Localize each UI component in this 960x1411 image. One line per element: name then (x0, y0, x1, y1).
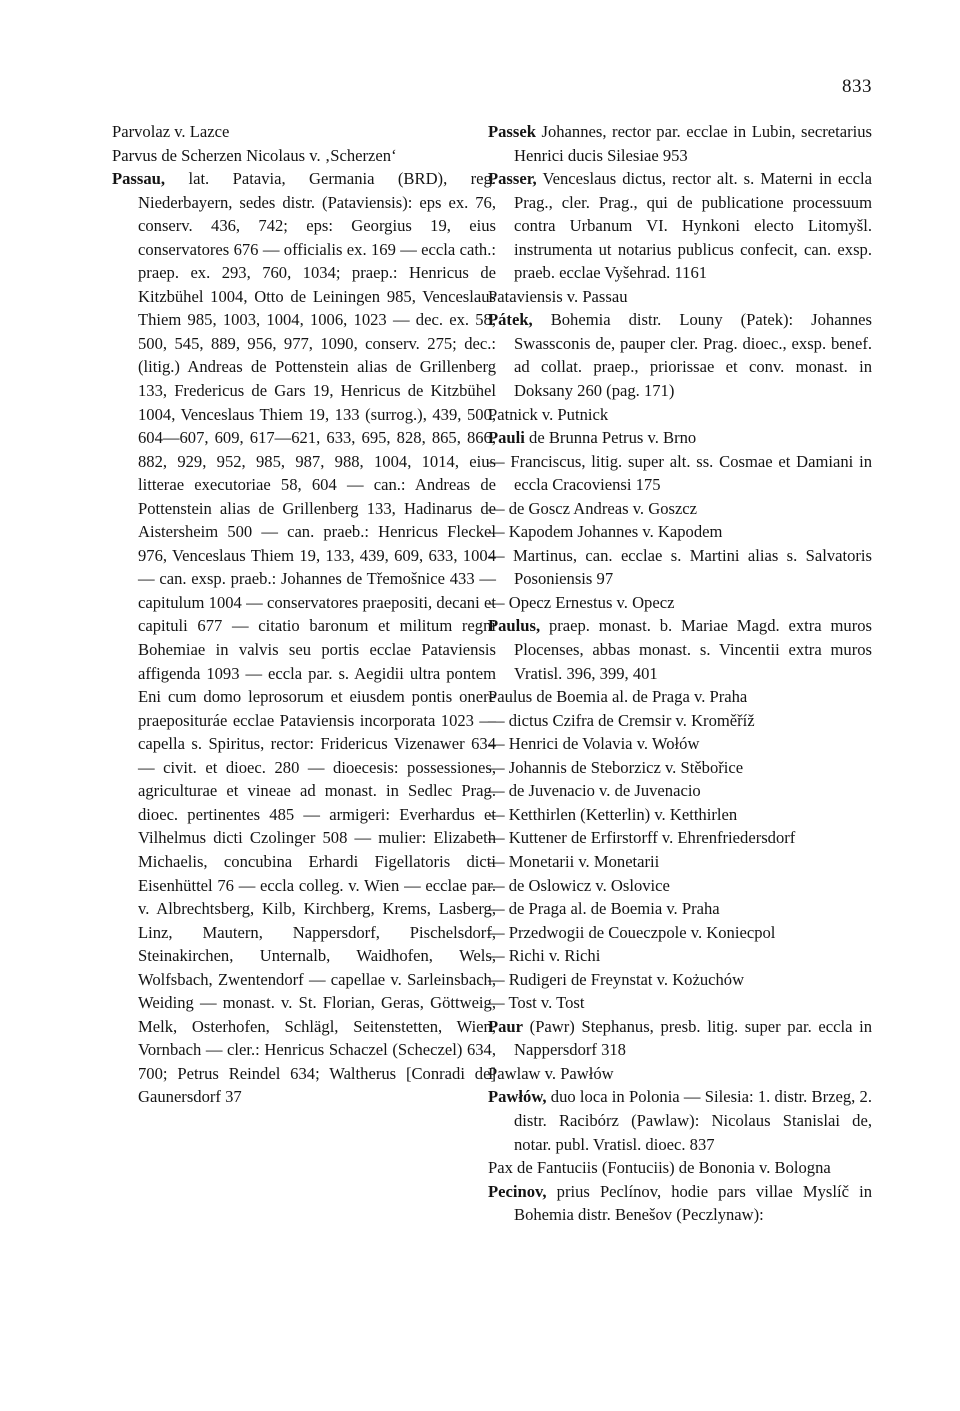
index-entry: Paulus, praep. monast. b. Mariae Magd. extra muros Plocenses, abbas monast. s. Vincentii extra muros Vratisl. 396, 399, 401 (488, 616, 872, 683)
index-entry: Passek Johannes, rector par. ecclae in Lubin, secretarius Henrici ducis Silesiae 953 (488, 122, 872, 165)
index-subentry: — de Praga al. de Boemia v. Praha (488, 899, 720, 919)
index-subentry: — de Juvenacio v. de Juvenacio (488, 781, 701, 801)
right-column (488, 120, 872, 1227)
index-entry: Parvolaz v. Lazce (112, 122, 230, 141)
index-entry: Pecinov, prius Peclínov, hodie pars villae Myslíč in Bohemia distr. Benešov (Peczlynaw): (488, 1181, 872, 1225)
index-entry: Pátek, Bohemia distr. Louny (Patek): Johannes Swassconis de, pauper cler. Prag. dioec., exsp. benef. ad collat. praep., priorissae et conv. monast. in Doksany 260 (pag. 171) (488, 310, 872, 401)
index-entry: Pataviensis v. Passau (488, 286, 628, 306)
index-subentry: — Martinus, can. ecclae s. Martini alias s. Salvatoris Posoniensis 97 (488, 545, 872, 589)
index-entry: Paulus de Boemia al. de Praga v. Praha (488, 687, 748, 707)
index-entry: Pawłów, duo loca in Polonia — Silesia: 1. distr. Brzeg, 2. distr. Racibórz (Pawlaw): Nicolaus Stanislai de, notar. publ. Vratisl. dioec. 837 (488, 1087, 872, 1154)
index-subentry: — Ketthirlen (Ketterlin) v. Ketthirlen (488, 804, 738, 824)
index-subentry: — Rudigeri de Freynstat v. Kożuchów (488, 969, 745, 989)
index-subentry: — Przedwogii de Coueczpole v. Koniecpol (488, 922, 776, 942)
index-entry-passau: Passau, lat. Patavia, Germania (BRD), reg. Niederbayern, sedes distr. (Pataviensis): eps ex. 76, conserv. 436, 742; eps: Georgius 19, eius conservatores 676 — officialis ex. 169 — eccla cath.: praep. ex. 293, 760, 1034; praep.: Henricus de Kitzbühel 1004, Otto de Leiningen 985, Venceslaus Thiem 985, 1003, 1004, 1006, 1023 — dec. ex. 58, 500, 545, 889, 956, 977, 1090, conserv. 275; dec.: (litig.) Andreas de Pottenstein alias de Grillenberg 133, Fredericus de Gars 19, Henricus de Kitzbühel 1004, Venceslaus Thiem 19, 133 (surrog.), 439, 500, 604—607, 609, 617—621, 633, 695, 828, 865, 866, 882, 929, 952, 985, 987, 988, 1004, 1014, eius litterae executoriae 58, 604 — can.: Andreas de Pottenstein alias de Grillenberg 133, Hadinarus de Aistersheim 500 — can. praeb.: Henricus Fleckel 976, Venceslaus Thiem 19, 133, 439, 609, 633, 1004 — can. exsp. praeb.: Johannes de Třemošnice 433 — capitulum 1004 — conservatores praepositi, decani et capituli 677 — citatio baronum et militum regni Bohemiae in valvis seu portis ecclae Pataviensis affigenda 1093 — eccla par. s. Aegidii ultra pontem Eni cum domo leprosorum et eiusdem pontis onere praeposituráe ecclae Pataviensis incorporata 1023 — capella s. Spiritus, rector: Fridericus Vizenawer 634 — civit. et dioec. 280 — dioecesis: possessiones, agriculturae et vineae ad monast. in Sedlec Prag. dioec. pertinentes 485 — armigeri: Everhardus et Vilhelmus dicti Czolinger 508 — mulier: Elizabeth Michaelis, concubina Erhardi Figellatoris dicti Eisenhüttel 76 — eccla colleg. v. Wien — ecclae par. v. Albrechtsberg, Kilb, Kirchberg, Krems, Lasberg, Linz, Mautern, Nappersdorf, Pischelsdorf, Steinakirchen, Unternalb, Waidhofen, Wels, Wolfsbach, Zwentendorf — capellae v. Sarleinsbach, Weiding — monast. v. St. Florian, Geras, Göttweig, Melk, Osterhofen, Schlägl, Seitenstetten, Wien, Vornbach — cler.: Henricus Schaczel (Scheczel) 634, 700; Petrus Reindel 634; Waltherus [Conradi de] Gaunersdorf 37 (112, 169, 496, 1107)
index-subentry: — de Oslowicz v. Oslovice (488, 875, 670, 895)
index-subentry: — Kuttener de Erfirstorff v. Ehrenfriedersdorf (488, 828, 796, 848)
page-number: 833 (842, 76, 872, 97)
index-entry: Pax de Fantuciis (Fontuciis) de Bononia v. Bologna (488, 1158, 831, 1178)
index-subentry: — de Goscz Andreas v. Goszcz (488, 498, 698, 518)
index-entry: Patnick v. Putnick (488, 404, 609, 424)
index-subentry: — Henrici de Volavia v. Wołów (488, 734, 700, 754)
index-subentry: — Tost v. Tost (488, 993, 585, 1013)
index-subentry: — Johannis de Steborzicz v. Stěbořice (488, 757, 744, 777)
left-column (112, 120, 496, 1109)
index-entry: Passer, Venceslaus dictus, rector alt. s. Materni in eccla Prag., cler. Prag., qui de publicatione processuum contra Urbanum VI. Hynkoni electo Litomyšl. instrumenta ut notarius publicus confecit, can. exsp. praeb. ecclae Vyšehrad. 1161 (488, 169, 872, 283)
index-subentry: — Monetarii v. Monetarii (488, 851, 660, 871)
index-subentry: — dictus Czifra de Cremsir v. Kroměříž (488, 710, 755, 730)
index-subentry: — Kapodem Johannes v. Kapodem (488, 522, 723, 542)
index-subentry: — Opecz Ernestus v. Opecz (488, 592, 675, 612)
index-entry: Pawlaw v. Pawłów (488, 1063, 614, 1083)
index-subentry: — Franciscus, litig. super alt. ss. Cosmae et Damiani in eccla Cracoviensi 175 (488, 451, 872, 495)
index-entry: Parvus de Scherzen Nicolaus v. ‚Scherzen‘ (112, 145, 397, 165)
index-subentry: — Richi v. Richi (488, 946, 601, 966)
index-entry: Paur (Pawr) Stephanus, presb. litig. super par. eccla in Nappersdorf 318 (488, 1016, 872, 1060)
index-entry: Pauli de Brunna Petrus v. Brno (488, 428, 697, 448)
